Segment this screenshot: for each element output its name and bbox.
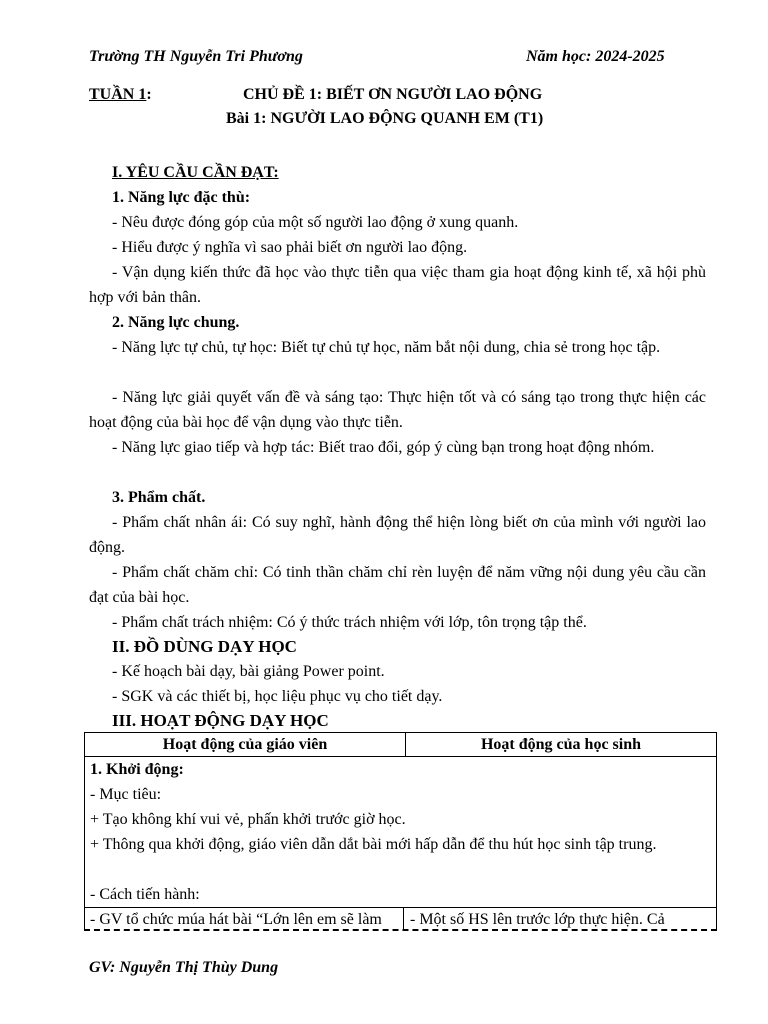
table-merged-cell: [84, 757, 717, 930]
section-1-2-item: - Năng lực giao tiếp và hợp tác: Biết trao đổi, góp ý cùng bạn trong hoạt động nhóm.: [112, 439, 655, 456]
section-2-item: - Kế hoạch bài dạy, bài giảng Power point.: [112, 663, 385, 680]
section-2-heading: II. ĐỒ DÙNG DẠY HỌC: [112, 637, 297, 656]
school-name: Trường TH Nguyễn Tri Phương: [89, 48, 303, 65]
table-line: + Thông qua khởi động, giáo viên dẫn dắt bài mới hấp dẫn để thu hút học sinh tập trung.: [90, 836, 657, 853]
section-1-3-item: - Phẩm chất trách nhiệm: Có ý thức trách nhiệm với lớp, tôn trọng tập thể.: [112, 614, 587, 631]
page-break-line: [84, 929, 717, 931]
table-line: + Tạo không khí vui vẻ, phấn khởi trước giờ học.: [90, 811, 406, 828]
section-1-2-heading: 2. Năng lực chung.: [112, 314, 240, 331]
section-1-3-item: - Phẩm chất chăm chỉ: Có tinh thần chăm chỉ rèn luyện để năm vững nội dung yêu cầu cần đạt của bài học.: [89, 564, 706, 606]
week-label: [89, 86, 152, 104]
week-text: TUẦN 1: [89, 86, 147, 103]
section-1-1-item: - Hiểu được ý nghĩa vì sao phải biết ơn người lao động.: [112, 239, 468, 256]
section-1-1-item: - Nêu được đóng góp của một số người lao động ở xung quanh.: [112, 214, 519, 231]
section-1-1-heading: 1. Năng lực đặc thù:: [112, 189, 251, 206]
section-2-item: - SGK và các thiết bị, học liệu phục vụ cho tiết dạy.: [112, 688, 443, 705]
table-line: - Cách tiến hành:: [90, 886, 200, 903]
week-colon: :: [146, 86, 152, 103]
section-1-2-item: - Năng lực tự chủ, tự học: Biết tự chủ tự học, năm bắt nội dung, chia sẻ trong học tập.: [112, 339, 661, 356]
activity-table: [84, 732, 717, 757]
topic-title: CHỦ ĐỀ 1: BIẾT ƠN NGƯỜI LAO ĐỘNG: [243, 86, 543, 103]
teacher-column-header: Hoạt động của giáo viên: [85, 733, 406, 757]
teacher-activity-cell: - GV tổ chức múa hát bài “Lớn lên em sẽ làm: [84, 908, 404, 931]
student-column-header: Hoạt động của học sinh: [406, 733, 717, 757]
table-line: - Mục tiêu:: [90, 786, 162, 803]
section-1-3-heading: 3. Phẩm chất.: [112, 489, 206, 506]
lesson-title: Bài 1: NGƯỜI LAO ĐỘNG QUANH EM (T1): [226, 110, 544, 127]
section-1-heading: I. YÊU CẦU CẦN ĐẠT:: [112, 164, 279, 181]
section-1-1-item: - Vận dụng kiến thức đã học vào thực tiễn qua việc tham gia hoạt động kinh tế, xã hội phù hợp với bản thân.: [89, 264, 706, 306]
table-section-title: 1. Khởi động:: [90, 761, 184, 778]
section-3-heading: III. HOẠT ĐỘNG DẠY HỌC: [112, 711, 329, 730]
school-year: Năm học: 2024-2025: [526, 48, 665, 65]
section-1-3-item: - Phẩm chất nhân ái: Có suy nghĩ, hành động thể hiện lòng biết ơn của mình với người lao động.: [89, 514, 706, 556]
student-activity-cell: - Một số HS lên trước lớp thực hiện. Cả: [404, 908, 717, 931]
footer-teacher: GV: Nguyễn Thị Thùy Dung: [89, 959, 279, 976]
section-1-2-item: - Năng lực giải quyết vấn đề và sáng tạo: Thực hiện tốt và có sáng tạo trong thực hiện các hoạt động của bài học để vận dụng vào thực tiễn.: [89, 389, 706, 431]
